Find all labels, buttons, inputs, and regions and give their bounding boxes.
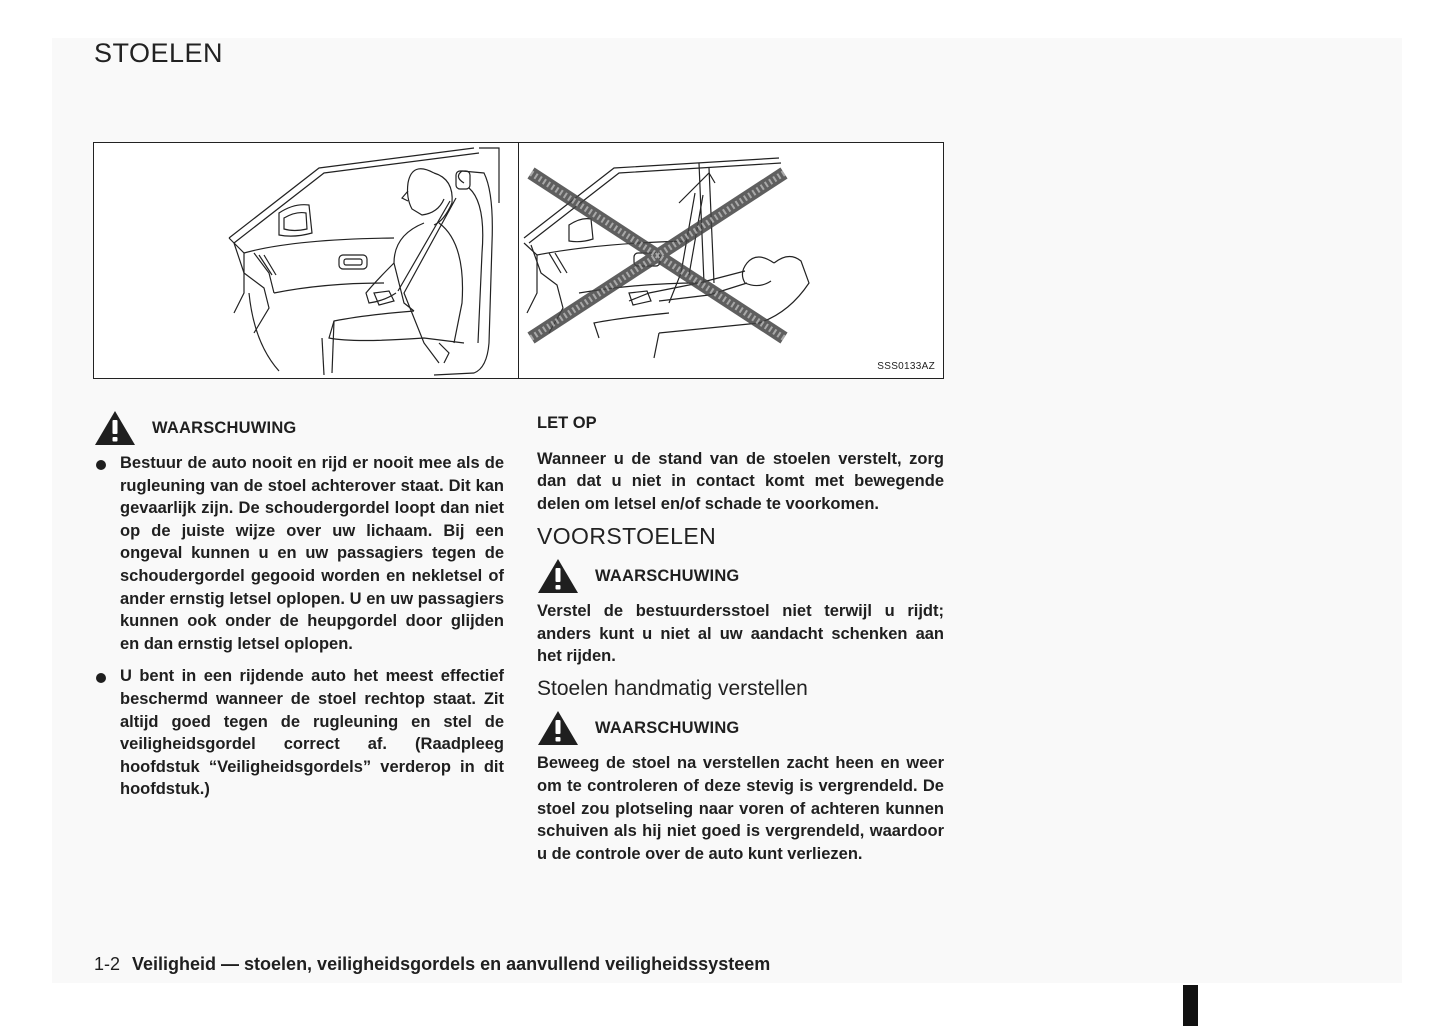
warning-header bbox=[94, 408, 504, 448]
warning-label: WAARSCHUWING bbox=[595, 719, 740, 738]
caution-title: LET OP bbox=[537, 414, 597, 432]
subsection-title: Stoelen handmatig verstellen bbox=[537, 676, 808, 700]
section-title: VOORSTOELEN bbox=[537, 523, 717, 550]
warning-triangle-icon bbox=[537, 710, 579, 746]
warning-bullet: U bent in een rijdende auto het meest effectief beschermd wanneer de stoel rechtop staat. Zit altijd goed tegen de rugleuning en stel de veiligheidsgordel correct af. (Raadpleeg hoofdstuk “Veiligheidsgordels” verderop in dit hoofdstuk.) bbox=[94, 665, 504, 801]
footer-chapter-title: Veiligheid — stoelen, veiligheidsgordels en aanvullend veiligheidssysteem bbox=[132, 954, 771, 974]
warning-text: Beweeg de stoel na verstellen zacht heen en weer om te controleren of deze stevig is vergrendeld. De stoel zou plotseling naar voren of achteren kunnen schuiven als hij niet goed is vergrendeld, waardoor u de controle over de auto kunt verliezen. bbox=[537, 754, 944, 863]
page-footer bbox=[94, 954, 770, 975]
warning-header bbox=[537, 556, 944, 596]
warning-text: Verstel de bestuurdersstoel niet terwijl u rijdt; anders kunt u niet al uw aandacht schenken aan het rijden. bbox=[537, 601, 944, 666]
caution-text: Wanneer u de stand van de stoelen verstelt, zorg dan dat u niet in contact komt met bewegende delen om letsel en/of schade te voorkomen. bbox=[537, 449, 944, 513]
warning-triangle-icon bbox=[94, 410, 136, 446]
chapter-edge-mark bbox=[1183, 985, 1198, 1026]
warning-triangle-icon bbox=[537, 558, 579, 594]
warning-header bbox=[537, 708, 944, 748]
warning-bullet: Bestuur de auto nooit en rijd er nooit mee als de rugleuning van de stoel achterover staat. Dit kan gevaarlijk zijn. De schoudergordel loopt dan niet op de juiste wijze over uw lichaam. Bij een ongeval kunnen u en uw passagiers tegen de schoudergordel gegooid worden en nekletsel of ander ernstig letsel oplopen. U en uw passagiers kunnen ook onder de heupgordel door glijden en dan ernstig letsel oplopen. bbox=[94, 452, 504, 655]
page-number: 1-2 bbox=[94, 954, 121, 974]
right-column bbox=[537, 408, 944, 865]
warning-bullet-list bbox=[94, 452, 504, 801]
seating-illustration bbox=[93, 142, 944, 379]
left-column bbox=[94, 408, 504, 811]
page-title: STOELEN bbox=[94, 38, 224, 68]
incorrect-posture-illustration bbox=[519, 143, 943, 377]
correct-posture-illustration bbox=[94, 143, 518, 377]
warning-label: WAARSCHUWING bbox=[595, 566, 740, 585]
warning-label: WAARSCHUWING bbox=[152, 418, 297, 437]
figure-code: SSS0133AZ bbox=[877, 361, 935, 372]
